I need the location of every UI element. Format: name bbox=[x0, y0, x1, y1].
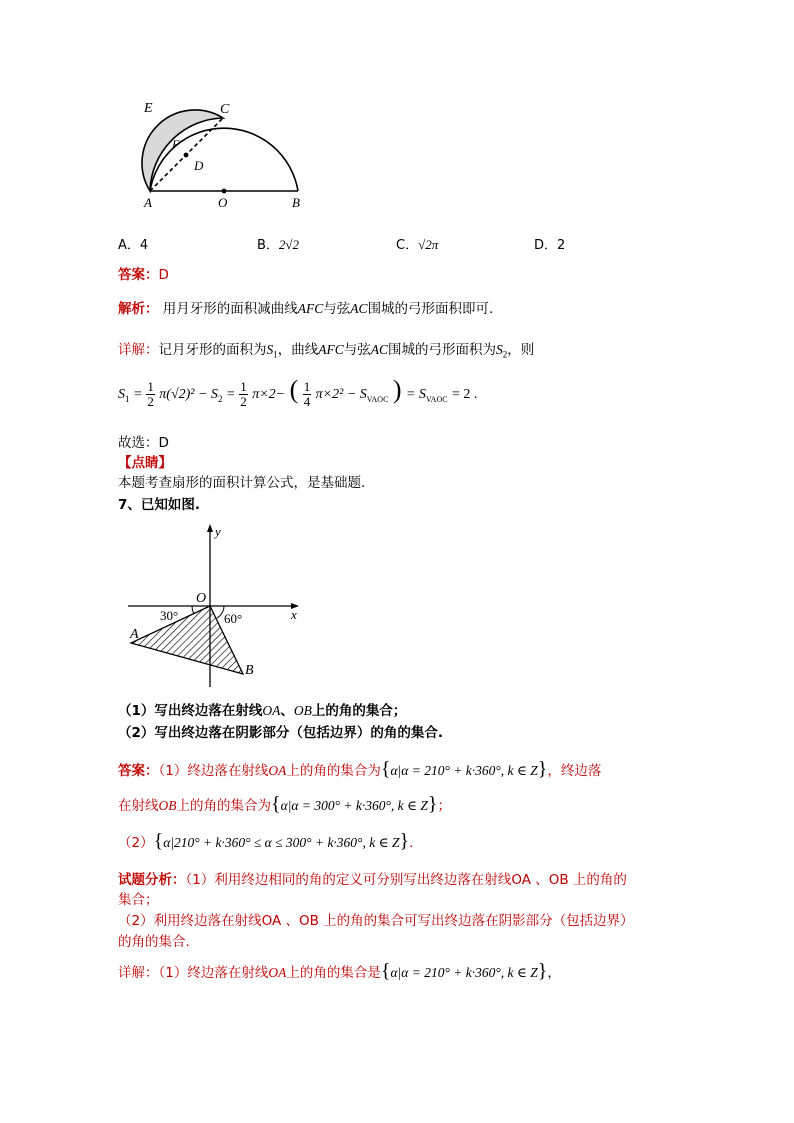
q6-detail: 详解：记月牙形的面积为$S_1$，曲线AFC与弦AC围城的弓形面积为$S_2$，则 bbox=[118, 342, 535, 360]
q7-analysis-line1: 试题分析：（1）利用终边相同的角的定义可分别写出终边落在射线OA 、OB 上的角的 bbox=[118, 872, 627, 888]
q7-sub1: （1）写出终边落在射线OA、OB上的角的集合； bbox=[118, 703, 407, 719]
q7-sub2: （2）写出终边落在阴影部分（包括边界）的角的集合. bbox=[118, 725, 444, 741]
point-O bbox=[222, 189, 227, 194]
q7-answer-line3: （2）{α|210° + k·360° ≤ α ≤ 300° + k·360°, k ∈ Z}. bbox=[118, 830, 414, 852]
coordinate-figure bbox=[120, 522, 320, 692]
q7-title: 7、已知如图. bbox=[118, 497, 201, 513]
label-y: y bbox=[215, 524, 221, 539]
label-x: x bbox=[291, 607, 297, 622]
label-C: C bbox=[220, 102, 230, 117]
q6-answer: 答案：D bbox=[118, 267, 169, 283]
q6-formula: $S_1$ = $\frac{1}{2}$ $\pi(√2)^2 - S_2$ = $\frac{1}{2}$ π×2− ( $\frac{1}{4}$ $\pi\times 2^2 - S_{VAOC}$ ) = $S_{VAOC} = 2$ . bbox=[118, 375, 478, 409]
label-60-degrees: 60° bbox=[224, 611, 243, 626]
q6-choose: 故选：D bbox=[118, 435, 169, 451]
label-origin: O bbox=[196, 591, 207, 606]
q7-analysis-line2: 集合； bbox=[118, 892, 159, 908]
q6-analysis: 解析： 用月牙形的面积减曲线AFC与弦AC围城的弓形面积即可. bbox=[118, 301, 494, 317]
label-A: A bbox=[144, 195, 152, 210]
label-O: O bbox=[218, 195, 228, 210]
q7-answer-line2: 在射线OB上的角的集合为{α|α = 300° + k·360°, k ∈ Z}； bbox=[118, 793, 451, 815]
label-30-degrees: 30° bbox=[160, 608, 179, 623]
point-D bbox=[184, 153, 189, 158]
q6-dianjing-text: 本题考查扇形的面积计算公式，是基础题. bbox=[118, 475, 366, 491]
label-D: D bbox=[194, 158, 204, 173]
label-A: A bbox=[130, 627, 139, 642]
q7-detail: 详解：（1）终边落在射线OA上的角的集合是{α|α = 210° + k·360°, k ∈ Z}， bbox=[118, 960, 561, 982]
label-F: F bbox=[172, 137, 180, 151]
label-E: E bbox=[144, 101, 153, 116]
label-B: B bbox=[292, 195, 300, 210]
crescent-shaded-region bbox=[142, 110, 223, 191]
option-c: C．√2π bbox=[396, 237, 439, 253]
label-B: B bbox=[245, 663, 254, 678]
q6-dianjing-label: 【点睛】 bbox=[118, 455, 172, 471]
angle-30-arc bbox=[192, 606, 194, 614]
y-axis-arrow-icon bbox=[207, 524, 213, 532]
geometry-figure-semicircle bbox=[110, 95, 320, 210]
q7-analysis-line4: 的角的集合. bbox=[118, 934, 190, 950]
option-d: D．2 bbox=[534, 238, 566, 253]
q7-answer-line1: 答案：（1）终边落在射线OA上的角的集合为{α|α = 210° + k·360°, k ∈ Z}，终边落 bbox=[118, 758, 602, 780]
option-a: A．4 bbox=[118, 238, 149, 253]
q7-analysis-line3: （2）利用终边落在射线OA 、OB 上的角的集合可写出终边落在阴影部分（包括边界） bbox=[118, 913, 634, 929]
option-b: B．2√2 bbox=[257, 237, 300, 253]
angle-60-arc bbox=[217, 606, 224, 618]
